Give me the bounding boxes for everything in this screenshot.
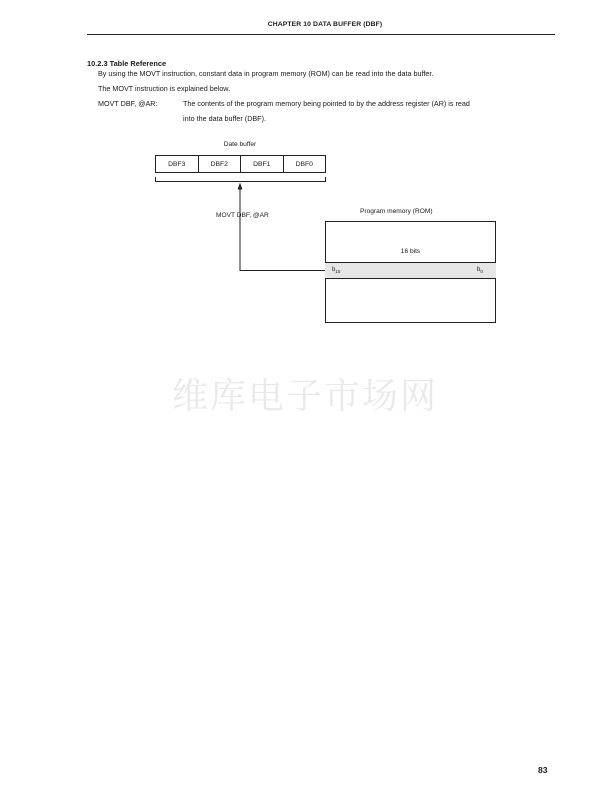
watermark: 维库电子市场网 <box>172 376 439 417</box>
rom-title: Program memory (ROM) <box>360 208 433 215</box>
instruction-description: The contents of the program memory being pointed to by the address register (AR) is read <box>183 99 470 108</box>
arrow-head <box>238 183 243 190</box>
dbf0-cell: DBF0 <box>295 160 313 168</box>
data-buffer-register <box>155 155 326 173</box>
body-paragraph-line: By using the MOVT instruction, constant data in program memory (ROM) can be read into the data buffer. <box>98 69 434 78</box>
rom-width-label: 16 bits <box>400 248 421 255</box>
buffer-bracket <box>156 177 326 182</box>
bit-15-label: $b_{15}$ <box>332 267 341 275</box>
instruction-description-continued: into the data buffer (DBF). <box>183 114 266 123</box>
page-number: 83 <box>538 765 548 775</box>
data-buffer-title: Date buffer <box>223 141 257 148</box>
dbf2-cell: DBF2 <box>199 156 242 172</box>
running-header: CHAPTER 10 DATA BUFFER (DBF) <box>267 21 383 28</box>
bit-0-label: $b_0$ <box>477 267 483 275</box>
instruction-label: MOVT DBF, @AR: <box>98 99 158 108</box>
dbf3-cell: DBF3 <box>156 156 199 172</box>
dbf1-cell: DBF1 <box>241 156 284 172</box>
arrow-label: MOVT DBF, @AR <box>216 212 269 219</box>
section-title: 10.2.3 Table Reference <box>87 59 167 68</box>
body-paragraph-line: The MOVT instruction is explained below. <box>98 84 231 93</box>
rom-selected-word <box>325 262 496 279</box>
